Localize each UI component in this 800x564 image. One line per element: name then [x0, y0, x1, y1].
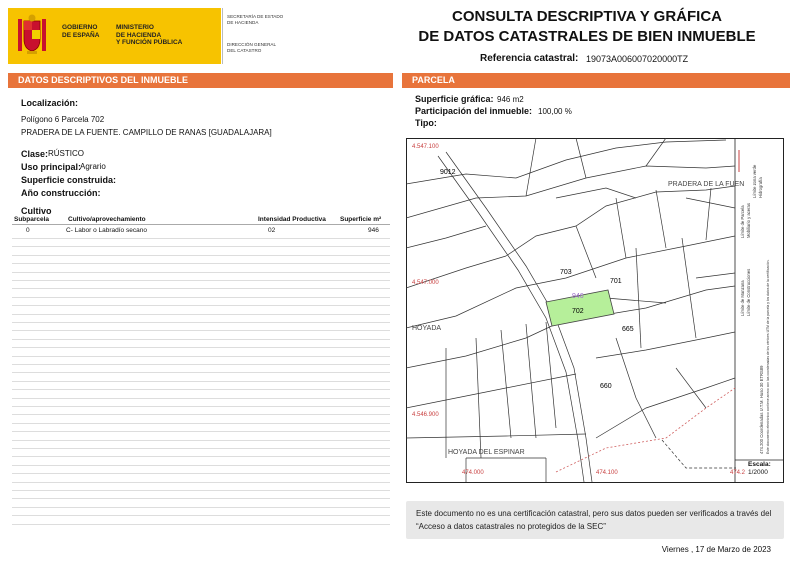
ref-value: 19073A006007020000TZ	[586, 54, 689, 64]
superficie-construida-label: Superficie construida:	[21, 175, 117, 185]
table-rule-line	[12, 314, 390, 315]
table-rule-line	[12, 406, 390, 407]
table-rule-line	[12, 381, 390, 382]
place-hoyada: HOYADA	[412, 325, 442, 332]
table-rule-line	[12, 263, 390, 264]
table-rule-line	[12, 498, 390, 499]
parcel-703: 703	[560, 269, 572, 276]
parcel-660: 660	[600, 383, 612, 390]
col-intensidad: Intensidad Productiva	[258, 216, 326, 223]
table-rule-line	[12, 389, 390, 390]
government-name: GOBIERNO DE ESPAÑA	[62, 24, 100, 39]
cell-intensidad: 02	[268, 227, 276, 234]
y-label-3: 4.546.900	[412, 412, 439, 418]
ref-label: Referencia catastral:	[480, 53, 579, 64]
ministry-name: MINISTERIO DE HACIENDA Y FUNCIÓN PÚBLICA	[116, 24, 183, 46]
table-rule-line	[12, 356, 390, 357]
cell-superficie: 946	[368, 227, 379, 234]
sup-grafica-label: Superficie gráfica:	[415, 94, 494, 104]
table-rule-line	[12, 414, 390, 415]
col-superficie: Superficie m²	[340, 216, 382, 223]
table-header	[12, 214, 390, 225]
table-rule-line	[12, 297, 390, 298]
loc-line1: Polígono 6 Parcela 702	[21, 115, 105, 124]
localizacion-label: Localización:	[21, 98, 79, 108]
legend-manzana: Límite de Manzana	[740, 280, 745, 316]
table-rule-line	[12, 280, 390, 281]
table-rule-line	[12, 507, 390, 508]
utm-note: 474.200 Coordenadas U.T.M. Huso 30 ETRS89	[759, 365, 764, 454]
parcel-area-label: 946	[572, 293, 584, 300]
directorate-name: DIRECCIÓN GENERAL DEL CATASTRO	[227, 42, 277, 53]
table-rule-line	[12, 255, 390, 256]
y-label-2: 4.547.000	[412, 280, 439, 286]
table-rule-line	[12, 347, 390, 348]
cell-subparcela: 0	[26, 227, 30, 234]
table-rule-line	[12, 272, 390, 273]
table-rule-line	[12, 322, 390, 323]
table-rule-line	[12, 440, 390, 441]
sup-grafica-value: 946 m2	[497, 95, 524, 104]
place-pradera: PRADERA DE LA FUEN	[668, 181, 745, 188]
legend-hidrografia: Hidrografía	[758, 177, 763, 198]
x-label-2: 474.100	[596, 470, 618, 476]
table-rule-line	[12, 448, 390, 449]
parcel-665: 665	[622, 326, 634, 333]
participacion-value: 100,00 %	[538, 107, 572, 116]
y-label-1: 4.547.100	[412, 144, 439, 150]
descriptive-data-header: DATOS DESCRIPTIVOS DEL INMUEBLE	[8, 73, 393, 88]
table-rule-line	[12, 246, 390, 247]
table-rule-line	[12, 238, 390, 239]
table-rule-line	[12, 482, 390, 483]
cell-cultivo: C- Labor o Labradío secano	[66, 227, 147, 234]
table-rule-line	[12, 524, 390, 525]
uso-label: Uso principal:	[21, 162, 82, 172]
table-rule-line	[12, 398, 390, 399]
uso-value: Agrario	[80, 162, 106, 171]
table-rule-line	[12, 515, 390, 516]
table-rule-line	[12, 456, 390, 457]
table-rule-line	[12, 465, 390, 466]
anio-construccion-label: Año construcción:	[21, 188, 101, 198]
table-rule-line	[12, 305, 390, 306]
parcela-header: PARCELA	[402, 73, 790, 88]
table-rule-line	[12, 431, 390, 432]
participacion-label: Participación del inmueble:	[415, 106, 533, 116]
table-rule-line	[12, 372, 390, 373]
legend-construcciones: Límite de Construcciones	[746, 268, 751, 316]
cadastral-map	[406, 138, 784, 483]
place-hoyada-espinar: HOYADA DEL ESPINAR	[448, 449, 525, 456]
table-rule-line	[12, 423, 390, 424]
col-subparcela: Subparcela	[14, 216, 50, 223]
cultivo-table	[12, 214, 390, 526]
clase-value: RÚSTICO	[48, 149, 84, 158]
loc-line2: PRADERA DE LA FUENTE. CAMPILLO DE RANAS [GUADALAJARA]	[21, 128, 272, 137]
table-rule-line	[12, 364, 390, 365]
table-rule-line	[12, 288, 390, 289]
x-label-1: 474.000	[462, 470, 484, 476]
table-row	[12, 226, 390, 236]
table-rule-line	[12, 473, 390, 474]
legend-mobiliario: Mobiliario y aceras	[746, 203, 751, 238]
legend-parcela: Límite de Parcela	[740, 205, 745, 238]
tipo-label: Tipo:	[415, 118, 437, 128]
parcel-701: 701	[610, 278, 622, 285]
parcel-9012: 9012	[440, 169, 456, 176]
table-rule-line	[12, 490, 390, 491]
scale-value: 1/2000	[748, 469, 768, 476]
map-scale	[748, 461, 780, 483]
cultivo-title: Cultivo	[21, 206, 52, 216]
coat-of-arms-icon	[14, 13, 50, 59]
document-date: Viernes , 17 de Marzo de 2023	[661, 545, 771, 554]
page-title: CONSULTA DESCRIPTIVA Y GRÁFICA DE DATOS CATASTRALES DE BIEN INMUEBLE	[418, 8, 756, 45]
table-rule-line	[12, 330, 390, 331]
x-label-3: 474.2	[730, 470, 746, 476]
scale-label: Escala:	[748, 461, 771, 468]
disclaimer-text: Este documento no es una certificación catastral, pero sus datos pueden ser verificados a través del “Acceso a datos catastrales no protegidos de la SEC”	[416, 509, 772, 531]
clase-label: Clase:	[21, 149, 49, 159]
legend-zona-verde: Límite zona verde	[752, 164, 757, 198]
col-cultivo: Cultivo/aprovechamiento	[68, 216, 146, 223]
secretariat-name: SECRETARÍA DE ESTADO DE HACIENDA	[227, 14, 284, 25]
coords-note: Este documento electrónico contiene anexo con las coordenadas de los vértices UTM de la parcela y los datos de la certificación.	[766, 259, 770, 454]
parcel-702: 702	[572, 308, 584, 315]
table-rule-line	[12, 339, 390, 340]
